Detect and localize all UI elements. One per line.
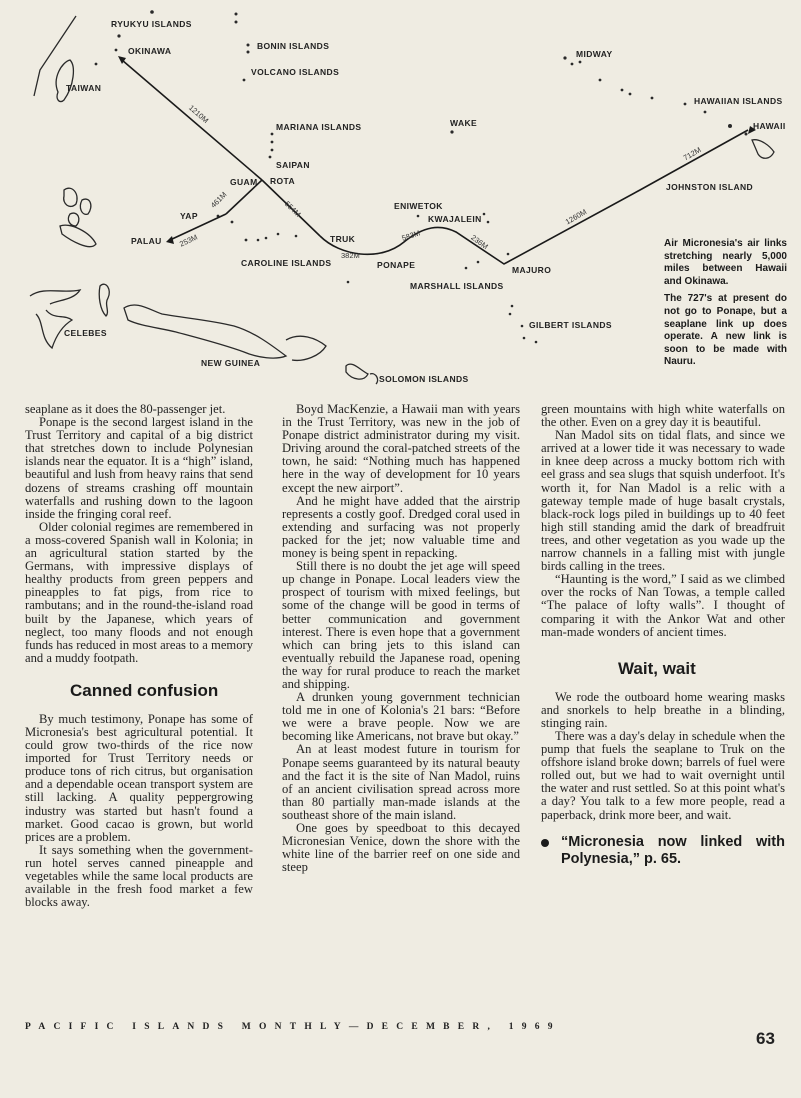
distance-guam-truk: 554M	[282, 199, 303, 219]
new-guinea-landmass	[124, 305, 286, 358]
label-midway: MIDWAY	[576, 49, 613, 59]
paragraph: It says something when the government-run hotel serves canned pineapple and vegetables while the same local products are available in the fresh food market a few blocks away.	[25, 842, 253, 910]
label-hawaii: HAWAII	[753, 121, 786, 131]
label-majuro: MAJURO	[512, 265, 552, 275]
paragraph: And he might have added that the airstrip represents a costly goof. Dredged coral used in extending and surfacing was not properly packed for the jet; now valuable time and money is being spent in repacking.	[282, 493, 520, 561]
label-saipan: SAIPAN	[276, 160, 310, 170]
bullet-icon	[541, 839, 549, 847]
page-number: 63	[756, 1029, 775, 1048]
label-johnston: JOHNSTON ISLAND	[666, 182, 754, 192]
label-eniwetok: ENIWETOK	[394, 201, 443, 211]
paragraph: seaplane as it does the 80-passenger jet.	[25, 402, 226, 416]
new-britain-landmass	[286, 336, 326, 360]
article-column-3	[541, 403, 785, 868]
taiwan-landmass	[56, 60, 73, 102]
paragraph: Boyd MacKenzie, a Hawaii man with years in the Trust Territory, was new in the job of Ponape district administrator during my visit. Driving around the coral-patched streets of the town, he said: “Nothing much has happened here in the way of development for 10 years except the new airport”.	[282, 402, 520, 495]
label-rota: ROTA	[270, 176, 296, 186]
distance-kwajalein-majuro: 236M	[469, 232, 490, 252]
route-okinawa-guam	[122, 60, 262, 180]
label-marshall: MARSHALL ISLANDS	[410, 281, 504, 291]
paragraph: By much testimony, Ponape has some of Micronesia's best agricultural potential. It could grow two-thirds of the rice now imported for Trust Territory needs or produce tons of rich citrus, but organisation and a dependable ocean transport system are still lacking. A quality peppergrowing industry was started but hasn't found a market. Good cacao is grown, but world prices are a problem.	[25, 711, 253, 844]
distance-ponape-kwajalein: 583M	[400, 228, 422, 243]
map-caption-main: Air Micronesia's air links stretching nearly 5,000 miles between Hawaii and Okinawa.	[664, 238, 787, 287]
label-taiwan: TAIWAN	[66, 83, 102, 93]
paragraph: An at least modest future in tourism for Ponape seems guaranteed by its natural beauty and the fact it is the site of Nan Madol, ruins of an ancient civilisation spread across more than 80 partially man-made islands at the southeast shore of the main island.	[282, 742, 520, 822]
hawaii-landmass	[752, 140, 774, 159]
label-solomon: SOLOMON ISLANDS	[379, 374, 469, 384]
running-head: PACIFIC ISLANDS MONTHLY—DECEMBER, 1969	[25, 1022, 561, 1032]
label-volcano: VOLCANO ISLANDS	[251, 67, 340, 77]
label-ponape: PONAPE	[377, 260, 416, 270]
paragraph: green mountains with high white waterfalls on the other. Even on a grey day it is beautiful.	[541, 402, 785, 430]
paragraph: We rode the outboard home wearing masks and snorkels to help breathe in a blinding, stinging rain.	[541, 689, 785, 730]
label-palau: PALAU	[131, 236, 162, 246]
paragraph: Still there is no doubt the jet age will speed up change in Ponape. Local leaders view the prospect of tourism with mixed feelings, but some of the change will be good in terms of better communication and government interest. There is even hope that a government which can bring jets to this island can eventually rebuild the Japanese road, opening the way for rural produce to reach the market and shipping.	[282, 559, 520, 691]
map-caption-note: The 727's at present do not go to Ponape, but a seaplane link up does operate. A new link is soon to be made with Nauru.	[664, 293, 787, 368]
label-gilbert: GILBERT ISLANDS	[529, 320, 612, 330]
article-column-2	[282, 403, 520, 874]
paragraph: Older colonial regimes are remembered in a moss-covered Spanish wall in Kolonia; in an agricultural station started by the Germans, with impressive displays of healthy products from green peppers and pineapples to fat pigs, from rice to rambutans; and in the round-the-island road built by the Japanese, which years of neglect, too many floods and not enough funds has reduced in most areas to a memory and a muddy footpath.	[25, 519, 253, 665]
label-okinawa: OKINAWA	[128, 46, 172, 56]
distance-guam-yap: 461M	[208, 190, 229, 210]
distance-johnston-hawaii: 712M	[681, 145, 703, 163]
halmahera-landmass	[99, 284, 109, 316]
air-route-map	[0, 0, 801, 400]
paragraph: There was a day's delay in schedule when the pump that fuels the seaplane to Truk on the offshore island broke down; barrels of fuel were rolled out, but we had to wait overnight until the water and rust settled. So at this point what's a day? You talk to a few more people, read a paperback, drink more beer, and wait.	[541, 728, 785, 822]
celebes-landmass	[30, 290, 80, 348]
map-caption	[664, 238, 787, 374]
label-new-guinea: NEW GUINEA	[201, 358, 261, 368]
subheading-canned-confusion: Canned confusion	[70, 680, 219, 700]
paragraph: A drunken young government technician told me in one of Kolonia's 21 bars: “Before we were a brave people. Now we are becoming like Americans, not brave but okay.”	[282, 690, 520, 744]
label-truk: TRUK	[330, 234, 356, 244]
label-kwajalein: KWAJALEIN	[428, 214, 482, 224]
solomon-landmass	[346, 364, 378, 384]
route-yap-palau	[170, 214, 226, 240]
cross-reference	[541, 834, 785, 868]
article-column-1	[25, 403, 253, 909]
label-caroline: CAROLINE ISLANDS	[241, 258, 332, 268]
distance-majuro-johnston: 1260M	[563, 207, 589, 227]
philippines-landmass	[60, 188, 96, 246]
cross-reference-text: “Micronesia now linked with Polynesia,” p. 65.	[561, 833, 785, 867]
label-hawaiian: HAWAIIAN ISLANDS	[694, 96, 783, 106]
running-footer	[25, 1022, 565, 1032]
label-celebes: CELEBES	[64, 328, 107, 338]
label-guam: GUAM	[230, 177, 258, 187]
distance-yap-palau: 253M	[178, 232, 199, 249]
label-bonin: BONIN ISLANDS	[257, 41, 330, 51]
distance-truk-ponape: 382M	[341, 251, 360, 260]
label-yap: YAP	[180, 211, 198, 221]
paragraph: One goes by speedboat to this decayed Micronesian Venice, down the shore with the white line of the barrier reef on one side and steep	[282, 821, 520, 875]
label-ryukyu: RYUKYU ISLANDS	[111, 19, 192, 29]
distance-okinawa-guam: 1210M	[187, 103, 211, 125]
subheading-wait-wait: Wait, wait	[618, 658, 696, 678]
paragraph: Nan Madol sits on tidal flats, and since we arrived at a lower tide it was necessary to wade in knee deep across a mucky bottom rich with eel grass and sea slugs that squish underfoot. It's worth it, for Nan Madol is a relic with a gateway temple made of huge basalt crystals, black-rock logs piled in buildings up to 40 feet high still standing amid the dark of breadfruit trees, and other vegetation as you wade up the narrow channels in a falling mist with jungle birds calling in the trees.	[541, 428, 785, 574]
paragraph: “Haunting is the word,” I said as we climbed over the rocks of Nan Towas, a temple called “The palace of lofty walls”. I thought of comparing it with the Ankor Wat and other man-made wonders of ancient times.	[541, 572, 785, 639]
paragraph: Ponape is the second largest island in the Trust Territory and capital of a big district that stretches down to include Polynesian islands near the equator. It is a “high” island, beautiful and lush from heavy rains that send dozens of streams crashing off mountain waterfalls and rushing down to the lagoon inside the fringing coral reef.	[25, 415, 253, 521]
label-mariana: MARIANA ISLANDS	[276, 122, 362, 132]
label-wake: WAKE	[450, 118, 478, 128]
